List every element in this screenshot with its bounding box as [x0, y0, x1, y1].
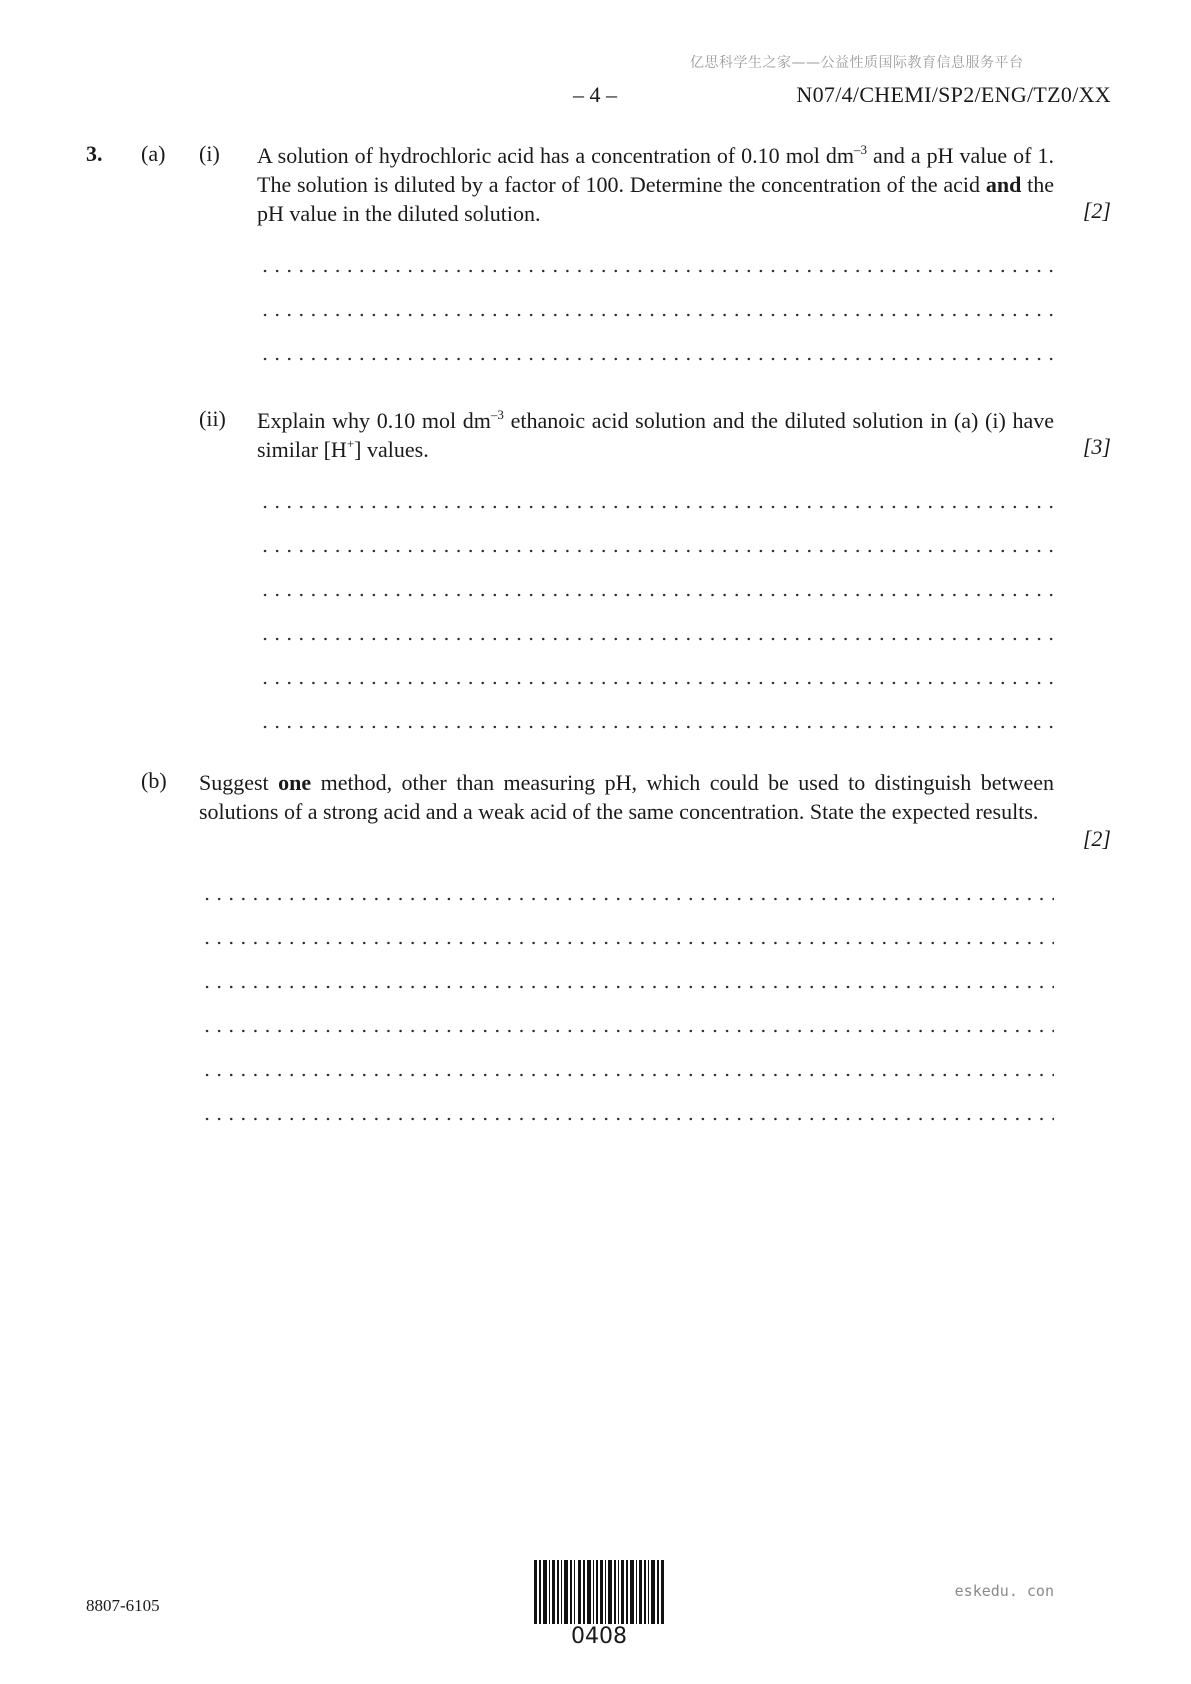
answer-line[interactable]	[257, 633, 1054, 645]
answer-line[interactable]	[199, 1113, 1054, 1125]
answer-line[interactable]	[257, 589, 1054, 601]
question-number: 3.	[86, 141, 103, 166]
watermark-text: 亿思科学生之家——公益性质国际教育信息服务平台	[690, 55, 1024, 71]
marks-a-ii: [3]	[1082, 434, 1111, 459]
part-a-label: (a)	[141, 141, 166, 166]
question-b-text: Suggest one method, other than measuring pH, which could be used to distinguish between solutions of a strong acid and a weak acid of the same concentration. State the expected results.	[199, 770, 1054, 824]
answer-line[interactable]	[199, 1069, 1054, 1081]
answer-line[interactable]	[257, 265, 1054, 277]
answer-line[interactable]	[257, 501, 1054, 513]
part-b-label: (b)	[141, 768, 167, 793]
answer-line[interactable]	[257, 545, 1054, 557]
answer-line[interactable]	[257, 721, 1054, 733]
barcode-number: 0408	[571, 1624, 627, 1649]
answer-line[interactable]	[257, 309, 1054, 321]
exam-code: N07/4/CHEMI/SP2/ENG/TZ0/XX	[796, 82, 1111, 107]
page-number: – 4 –	[573, 82, 617, 107]
footer-site: eskedu. con	[954, 1582, 1054, 1600]
marks-a-i: [2]	[1082, 198, 1111, 223]
question-a-ii-text: Explain why 0.10 mol $dm^{-3}$ ethanoic acid solution and the diluted solution in (a) (i) have similar [H+] values.	[257, 406, 1054, 462]
answer-line[interactable]	[199, 937, 1054, 949]
paper-code: 8807-6105	[86, 1596, 160, 1615]
answer-line[interactable]	[199, 893, 1054, 905]
sub-i-label: (i)	[199, 141, 220, 166]
sub-ii-label: (ii)	[199, 406, 226, 431]
question-a-i-text: A solution of hydrochloric acid has a concentration of 0.10 mol $dm^{-3}$ and a pH value of 1. The solution is diluted by a factor of 100. Determine the concentration of the acid and the pH value in the diluted solution.	[257, 141, 1054, 226]
answer-line[interactable]	[257, 353, 1054, 365]
marks-b: [2]	[1082, 826, 1111, 851]
answer-line[interactable]	[257, 677, 1054, 689]
barcode-icon	[534, 1560, 664, 1624]
answer-line[interactable]	[199, 1025, 1054, 1037]
answer-line[interactable]	[199, 981, 1054, 993]
